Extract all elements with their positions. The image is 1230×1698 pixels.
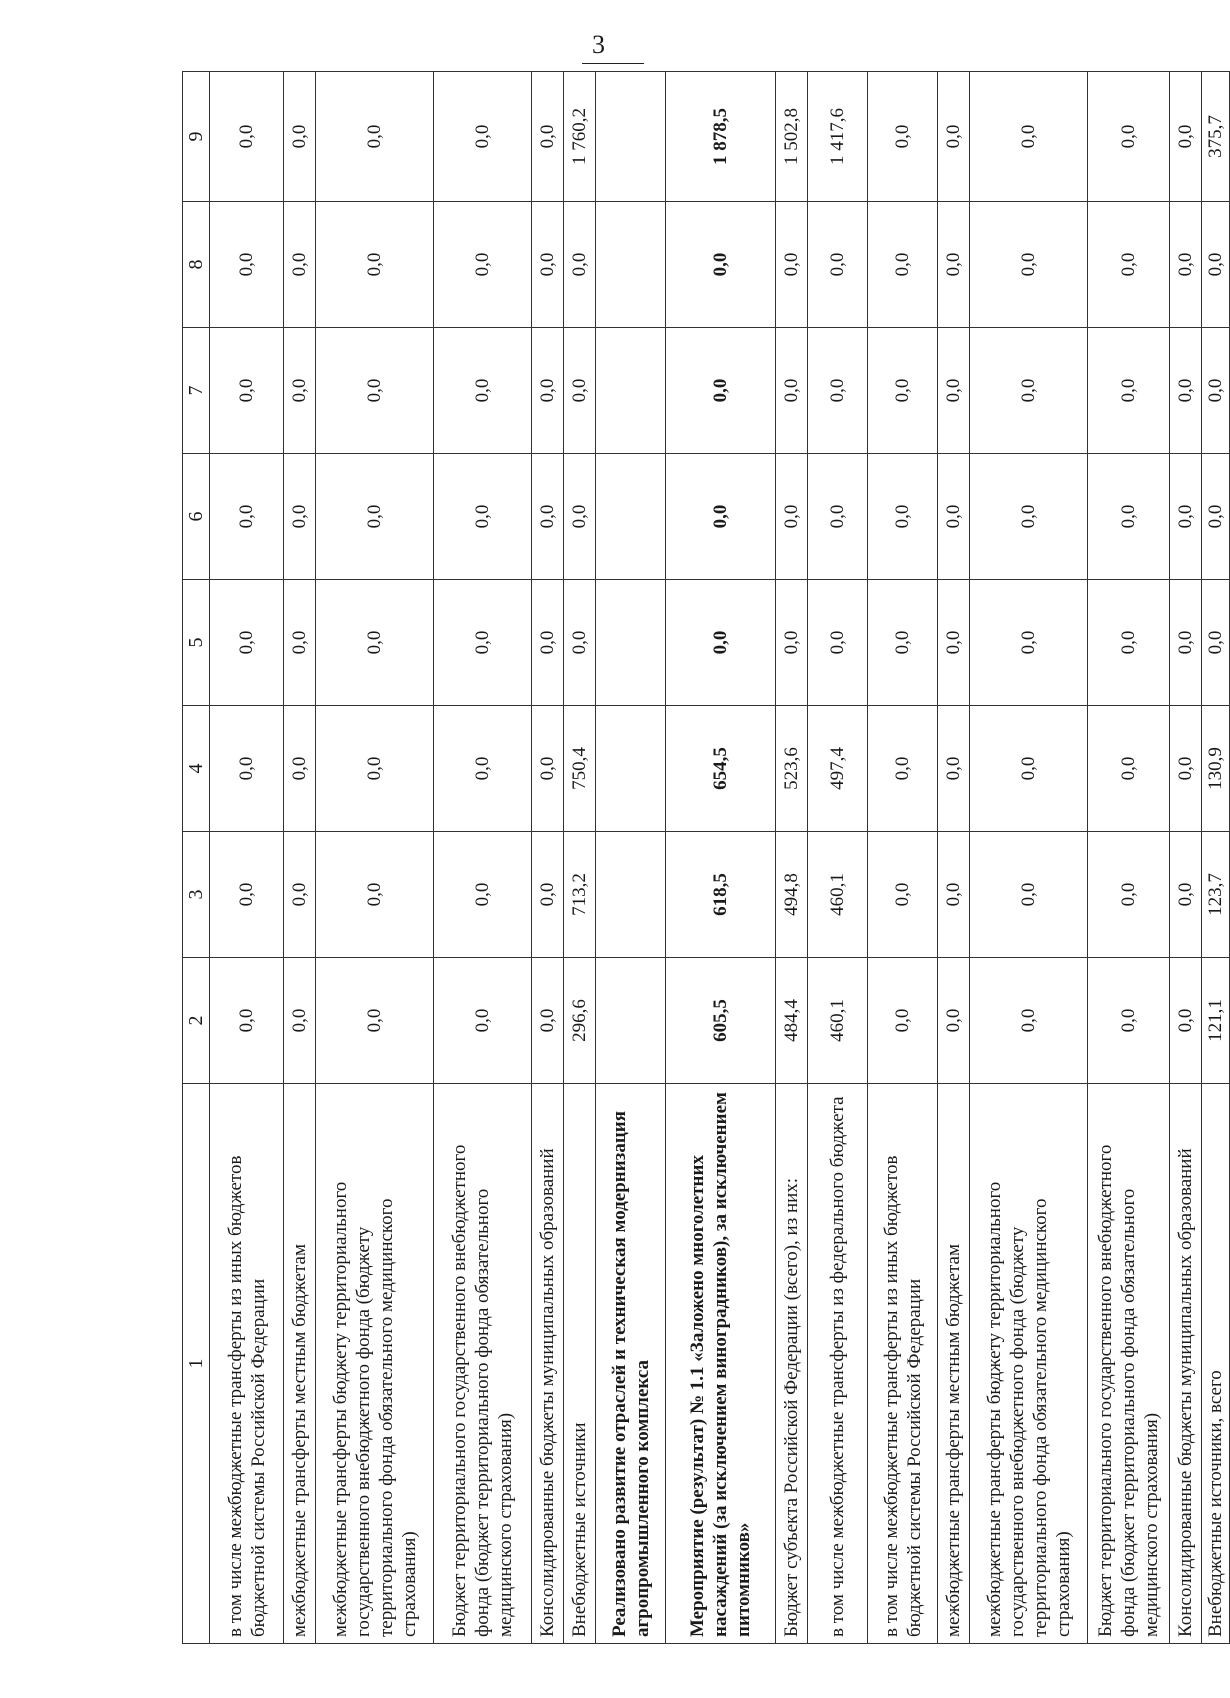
value-cell: 0,0 (1170, 72, 1202, 202)
value-cell: 0,0 (532, 958, 564, 1084)
table-row (316, 72, 434, 1644)
value-cell: 0,0 (970, 958, 1088, 1084)
value-cell: 484,4 (776, 958, 808, 1084)
table-header-row (183, 72, 210, 1644)
value-cell (596, 328, 666, 454)
value-cell: 130,9 (1202, 706, 1230, 832)
value-cell: 0,0 (868, 202, 938, 328)
value-cell: 0,0 (776, 202, 808, 328)
value-cell: 0,0 (938, 958, 970, 1084)
table-row (938, 72, 970, 1644)
value-cell: 0,0 (868, 72, 938, 202)
table-row (210, 72, 284, 1644)
value-cell: 0,0 (808, 580, 868, 706)
value-cell: 0,0 (316, 72, 434, 202)
value-cell: 0,0 (316, 328, 434, 454)
value-cell: 0,0 (284, 454, 316, 580)
value-cell: 375,7 (1202, 72, 1230, 202)
value-cell: 0,0 (210, 328, 284, 454)
value-cell: 0,0 (434, 454, 532, 580)
row-label: в том числе межбюджетные трансферты из иных бюджетов бюджетной системы Российской Федерации (210, 1084, 284, 1644)
value-cell: 0,0 (970, 328, 1088, 454)
value-cell: 0,0 (1088, 328, 1170, 454)
column-header: 1 (183, 1084, 210, 1644)
value-cell: 1 417,6 (808, 72, 868, 202)
value-cell: 0,0 (532, 328, 564, 454)
value-cell: 0,0 (1088, 72, 1170, 202)
value-cell: 0,0 (1170, 832, 1202, 958)
value-cell: 0,0 (1170, 454, 1202, 580)
column-header: 8 (183, 202, 210, 328)
value-cell: 0,0 (868, 454, 938, 580)
value-cell: 1 760,2 (564, 72, 596, 202)
value-cell: 0,0 (666, 202, 776, 328)
value-cell: 0,0 (564, 202, 596, 328)
value-cell (596, 832, 666, 958)
value-cell: 0,0 (210, 832, 284, 958)
value-cell: 0,0 (210, 202, 284, 328)
value-cell: 0,0 (564, 580, 596, 706)
value-cell: 0,0 (434, 72, 532, 202)
value-cell (596, 580, 666, 706)
column-header: 4 (183, 706, 210, 832)
value-cell: 0,0 (564, 328, 596, 454)
value-cell: 0,0 (210, 706, 284, 832)
value-cell: 0,0 (1088, 832, 1170, 958)
column-header: 2 (183, 958, 210, 1084)
value-cell: 0,0 (868, 706, 938, 832)
value-cell: 296,6 (564, 958, 596, 1084)
value-cell: 0,0 (434, 706, 532, 832)
value-cell (596, 454, 666, 580)
value-cell: 0,0 (868, 832, 938, 958)
value-cell: 0,0 (532, 454, 564, 580)
value-cell: 0,0 (776, 328, 808, 454)
value-cell: 497,4 (808, 706, 868, 832)
table-row (1088, 72, 1170, 1644)
value-cell: 121,1 (1202, 958, 1230, 1084)
table-row (776, 72, 808, 1644)
value-cell: 0,0 (284, 72, 316, 202)
value-cell (596, 958, 666, 1084)
value-cell: 0,0 (284, 832, 316, 958)
value-cell: 0,0 (434, 832, 532, 958)
row-label: Консолидированные бюджеты муниципальных образований (532, 1084, 564, 1644)
value-cell: 0,0 (938, 454, 970, 580)
value-cell: 0,0 (284, 580, 316, 706)
row-label: в том числе межбюджетные трансферты из иных бюджетов бюджетной системы Российской Федерации (868, 1084, 938, 1644)
value-cell: 0,0 (938, 202, 970, 328)
value-cell: 0,0 (434, 328, 532, 454)
value-cell: 0,0 (938, 706, 970, 832)
value-cell (596, 202, 666, 328)
value-cell: 0,0 (316, 706, 434, 832)
column-header: 7 (183, 328, 210, 454)
value-cell: 0,0 (434, 580, 532, 706)
value-cell: 0,0 (666, 328, 776, 454)
column-header: 3 (183, 832, 210, 958)
value-cell: 0,0 (1170, 580, 1202, 706)
value-cell: 0,0 (868, 580, 938, 706)
value-cell: 494,8 (776, 832, 808, 958)
column-header: 6 (183, 454, 210, 580)
value-cell: 0,0 (316, 454, 434, 580)
value-cell: 0,0 (1170, 202, 1202, 328)
value-cell: 0,0 (1202, 328, 1230, 454)
value-cell: 0,0 (868, 958, 938, 1084)
value-cell: 0,0 (776, 454, 808, 580)
value-cell: 0,0 (1202, 580, 1230, 706)
table-row (808, 72, 868, 1644)
row-label: Бюджет территориального государственного внебюджетного фонда (бюджет территориального фонда обязательного медицинского страхования) (1088, 1084, 1170, 1644)
value-cell: 0,0 (284, 958, 316, 1084)
table-row (564, 72, 596, 1644)
row-label: Мероприятие (результат) № 1.1 «Заложено многолетних насаждений (за исключением виноградников), за исключением питомников» (666, 1084, 776, 1644)
page-number-underline (582, 63, 644, 64)
value-cell: 0,0 (210, 958, 284, 1084)
row-label: Внебюджетные источники (564, 1084, 596, 1644)
value-cell: 713,2 (564, 832, 596, 958)
value-cell: 0,0 (1202, 202, 1230, 328)
value-cell: 523,6 (776, 706, 808, 832)
row-label: межбюджетные трансферты бюджету территориального государственного внебюджетного фонда (бюджету территориального фонда обязательного медицинского страхования) (316, 1084, 434, 1644)
value-cell: 0,0 (532, 832, 564, 958)
value-cell: 0,0 (1088, 202, 1170, 328)
value-cell: 618,5 (666, 832, 776, 958)
table-row (284, 72, 316, 1644)
value-cell: 654,5 (666, 706, 776, 832)
value-cell: 605,5 (666, 958, 776, 1084)
value-cell: 0,0 (316, 202, 434, 328)
value-cell: 0,0 (316, 580, 434, 706)
row-label: Бюджет субъекта Российской Федерации (всего), из них: (776, 1084, 808, 1644)
value-cell: 0,0 (1170, 328, 1202, 454)
row-label: Реализовано развитие отраслей и техническая модернизация агропромышленного комплекса (596, 1084, 666, 1644)
value-cell (596, 706, 666, 832)
value-cell: 460,1 (808, 832, 868, 958)
value-cell: 0,0 (666, 580, 776, 706)
value-cell: 0,0 (1170, 706, 1202, 832)
value-cell: 0,0 (284, 202, 316, 328)
value-cell: 1 502,8 (776, 72, 808, 202)
value-cell: 1 878,5 (666, 72, 776, 202)
table-row (1170, 72, 1202, 1644)
value-cell: 0,0 (970, 706, 1088, 832)
value-cell: 0,0 (776, 580, 808, 706)
row-label: межбюджетные трансферты местным бюджетам (938, 1084, 970, 1644)
value-cell: 0,0 (808, 454, 868, 580)
value-cell: 0,0 (666, 454, 776, 580)
table-body (183, 72, 1230, 1644)
value-cell: 0,0 (808, 202, 868, 328)
value-cell: 750,4 (564, 706, 596, 832)
value-cell: 0,0 (1170, 958, 1202, 1084)
table-row (532, 72, 564, 1644)
value-cell: 0,0 (316, 958, 434, 1084)
row-label: межбюджетные трансферты местным бюджетам (284, 1084, 316, 1644)
row-label: Внебюджетные источники, всего (1202, 1084, 1230, 1644)
value-cell: 0,0 (532, 580, 564, 706)
table-row (868, 72, 938, 1644)
value-cell (596, 72, 666, 202)
page-number: 3 (592, 30, 605, 59)
value-cell: 0,0 (970, 454, 1088, 580)
value-cell: 0,0 (938, 328, 970, 454)
value-cell: 0,0 (284, 328, 316, 454)
value-cell: 0,0 (970, 580, 1088, 706)
value-cell: 0,0 (284, 706, 316, 832)
table-row (1202, 72, 1230, 1644)
row-label: в том числе межбюджетные трансферты из федерального бюджета (808, 1084, 868, 1644)
value-cell: 460,1 (808, 958, 868, 1084)
value-cell: 0,0 (1088, 706, 1170, 832)
column-header: 9 (183, 72, 210, 202)
table-row (666, 72, 776, 1644)
value-cell: 0,0 (970, 832, 1088, 958)
value-cell: 0,0 (938, 72, 970, 202)
rotated-table-container (182, 72, 1227, 1644)
value-cell: 0,0 (970, 72, 1088, 202)
value-cell: 0,0 (210, 454, 284, 580)
value-cell: 0,0 (1088, 580, 1170, 706)
budget-table (182, 71, 1230, 1644)
row-label: Бюджет территориального государственного внебюджетного фонда (бюджет территориального фонда обязательного медицинского страхования) (434, 1084, 532, 1644)
value-cell: 123,7 (1202, 832, 1230, 958)
value-cell: 0,0 (532, 202, 564, 328)
value-cell: 0,0 (434, 958, 532, 1084)
row-label: Консолидированные бюджеты муниципальных образований (1170, 1084, 1202, 1644)
column-header: 5 (183, 580, 210, 706)
value-cell: 0,0 (1088, 958, 1170, 1084)
table-row (434, 72, 532, 1644)
value-cell: 0,0 (532, 72, 564, 202)
value-cell: 0,0 (316, 832, 434, 958)
value-cell: 0,0 (808, 328, 868, 454)
value-cell: 0,0 (210, 580, 284, 706)
row-label: межбюджетные трансферты бюджету территориального государственного внебюджетного фонда (бюджету территориального фонда обязательного медицинского страхования) (970, 1084, 1088, 1644)
value-cell: 0,0 (938, 832, 970, 958)
table-row (596, 72, 666, 1644)
value-cell: 0,0 (434, 202, 532, 328)
value-cell: 0,0 (210, 72, 284, 202)
value-cell: 0,0 (1202, 454, 1230, 580)
rotated-table-inner (182, 72, 1227, 1644)
table-row (970, 72, 1088, 1644)
value-cell: 0,0 (1088, 454, 1170, 580)
value-cell: 0,0 (532, 706, 564, 832)
value-cell: 0,0 (868, 328, 938, 454)
value-cell: 0,0 (938, 580, 970, 706)
value-cell: 0,0 (970, 202, 1088, 328)
value-cell: 0,0 (564, 454, 596, 580)
